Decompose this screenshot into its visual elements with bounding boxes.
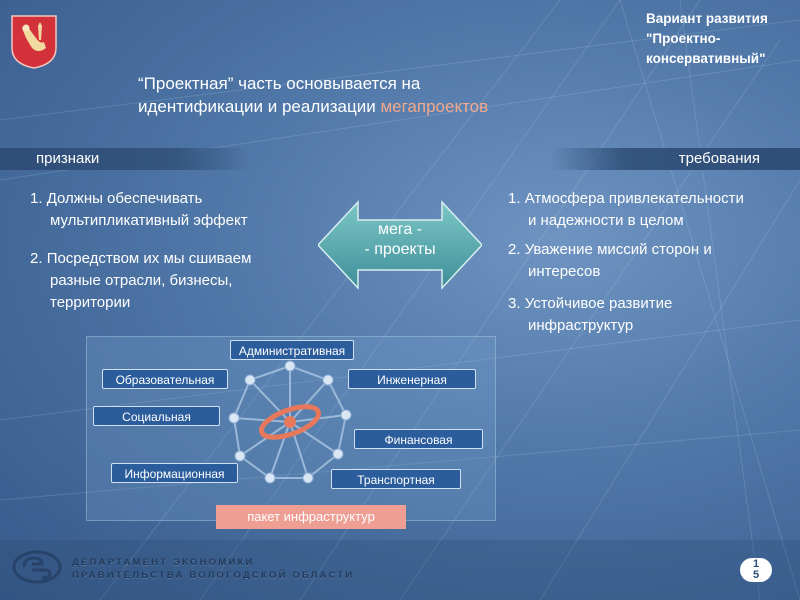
requirement-text: и надежности в целом <box>528 212 684 229</box>
variant-title-line: консервативный" <box>646 51 766 66</box>
mega-projects-line: мега - <box>377 221 423 238</box>
sign-text: разные отрасли, бизнесы, <box>50 272 233 289</box>
headline <box>138 72 658 118</box>
mega-projects-line: - проекты <box>364 241 436 258</box>
requirement-number: 1. <box>508 190 521 207</box>
requirement-item <box>508 188 798 232</box>
requirements-header: требования <box>550 148 800 170</box>
sign-number: 1. <box>30 190 43 207</box>
pill-financial: Финансовая <box>354 429 483 449</box>
sign-text: Посредством их мы сшиваем <box>46 250 252 267</box>
wheel-icon <box>228 360 352 484</box>
page-number-badge <box>740 558 772 582</box>
sign-text: мультипликативный эффект <box>50 212 248 229</box>
signs-header: признаки <box>0 148 250 170</box>
sign-number: 2. <box>30 250 43 267</box>
requirement-number: 3. <box>508 295 521 312</box>
page-number-digit: 5 <box>752 569 760 581</box>
department-logo-icon <box>12 550 62 584</box>
requirement-text: инфраструктур <box>528 317 634 334</box>
sign-text: Должны обеспечивать <box>46 190 203 207</box>
page-number-digit: 1 <box>752 558 760 570</box>
headline-line-1: “Проектная” часть основывается на <box>138 74 421 93</box>
pill-informational: Информационная <box>111 463 238 483</box>
requirement-text: Устойчивое развитие <box>524 295 673 312</box>
pill-transport: Транспортная <box>331 469 461 489</box>
requirement-text: Уважение миссий сторон и <box>524 241 712 258</box>
sign-item <box>30 188 320 232</box>
requirement-text: Атмосфера привлекательности <box>524 190 744 207</box>
mega-projects-label <box>338 220 462 260</box>
department-name <box>72 556 354 582</box>
requirement-text: интересов <box>528 263 601 280</box>
requirement-item <box>508 293 798 337</box>
pill-educational: Образовательная <box>102 369 228 389</box>
coat-of-arms-icon <box>10 14 58 70</box>
headline-highlight: мегапроектов <box>380 97 489 116</box>
headline-text: идентификации и реализации <box>138 97 381 116</box>
variant-title-line: Вариант развития <box>646 11 768 26</box>
department-name-line: ДЕПАРТАМЕНТ ЭКОНОМИКИ <box>72 557 255 568</box>
sign-item <box>30 248 320 314</box>
department-name-line: ПРАВИТЕЛЬСТВА ВОЛОГОДСКОЙ ОБЛАСТИ <box>72 570 355 581</box>
headline-line-2 <box>138 95 658 118</box>
requirement-number: 2. <box>508 241 521 258</box>
pill-engineering: Инженерная <box>348 369 476 389</box>
variant-title <box>646 9 796 69</box>
requirement-item <box>508 239 798 283</box>
pill-social: Социальная <box>93 406 220 426</box>
variant-title-line: "Проектно- <box>646 31 721 46</box>
pill-administrative: Административная <box>230 340 354 360</box>
infrastructure-package-label: пакет инфраструктур <box>216 505 406 529</box>
sign-text: территории <box>50 294 131 311</box>
